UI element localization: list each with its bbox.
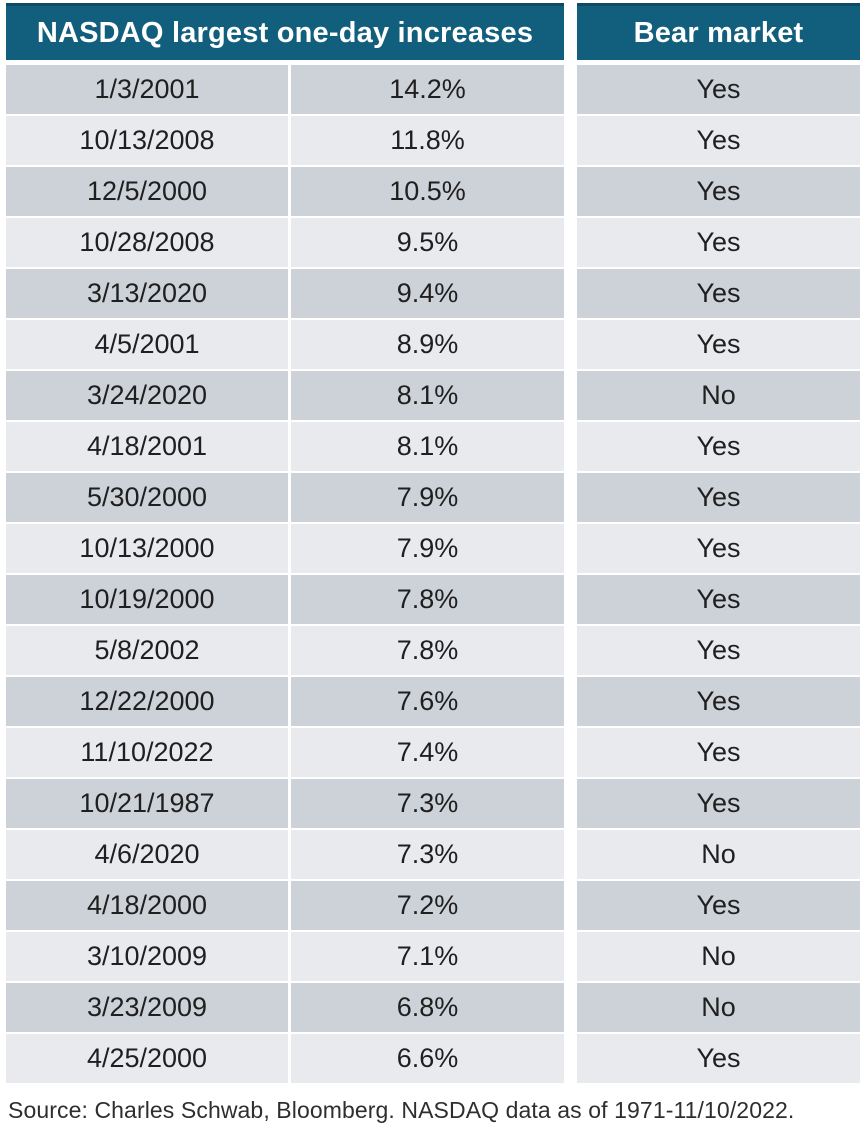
date-cell: 3/24/2020 [6,371,288,420]
bear-market-cell: Yes [577,116,860,165]
bear-market-cell: No [577,830,860,879]
date-cell: 5/30/2000 [6,473,288,522]
date-cell: 10/13/2008 [6,116,288,165]
table-row [6,218,860,267]
table-row [6,932,860,981]
increase-cell: 8.1% [291,371,564,420]
date-cell: 5/8/2002 [6,626,288,675]
bear-market-cell: Yes [577,473,860,522]
date-cell: 3/23/2009 [6,983,288,1032]
table-row [6,779,860,828]
bear-market-cell: Yes [577,65,860,114]
increase-cell: 11.8% [291,116,564,165]
increase-cell: 9.5% [291,218,564,267]
table-row [6,626,860,675]
bear-market-cell: Yes [577,677,860,726]
date-cell: 10/21/1987 [6,779,288,828]
table-row [6,524,860,573]
increase-cell: 8.9% [291,320,564,369]
increase-cell: 7.8% [291,575,564,624]
table-row [6,422,860,471]
table-row [6,575,860,624]
table-row [6,1034,860,1083]
increase-cell: 7.2% [291,881,564,930]
table-row [6,830,860,879]
date-cell: 4/18/2001 [6,422,288,471]
increase-cell: 6.8% [291,983,564,1032]
bear-market-cell: Yes [577,422,860,471]
increase-cell: 7.6% [291,677,564,726]
table-row [6,677,860,726]
increase-cell: 9.4% [291,269,564,318]
increase-cell: 7.8% [291,626,564,675]
increase-cell: 7.4% [291,728,564,777]
bear-market-cell: Yes [577,167,860,216]
table-row [6,65,860,114]
date-cell: 12/5/2000 [6,167,288,216]
date-cell: 1/3/2001 [6,65,288,114]
source-note: Source: Charles Schwab, Bloomberg. NASDAQ data as of 1971-11/10/2022. [8,1097,795,1123]
table-row [6,881,860,930]
bear-market-cell: Yes [577,881,860,930]
date-cell: 10/19/2000 [6,575,288,624]
bear-market-cell: No [577,932,860,981]
table-row [6,116,860,165]
table-title-header: NASDAQ largest one-day increases [6,3,564,60]
table-row [6,473,860,522]
increase-cell: 6.6% [291,1034,564,1083]
date-cell: 10/28/2008 [6,218,288,267]
bear-market-cell: Yes [577,779,860,828]
table-body [6,65,860,1083]
bear-market-cell: No [577,371,860,420]
date-cell: 4/5/2001 [6,320,288,369]
table-row [6,983,860,1032]
table-row [6,269,860,318]
bear-market-cell: Yes [577,320,860,369]
table-row [6,728,860,777]
bear-market-cell: Yes [577,524,860,573]
increase-cell: 7.9% [291,524,564,573]
date-cell: 4/25/2000 [6,1034,288,1083]
bear-market-cell: Yes [577,626,860,675]
date-cell: 11/10/2022 [6,728,288,777]
increase-cell: 10.5% [291,167,564,216]
bear-market-cell: Yes [577,1034,860,1083]
table-header-row [6,3,860,60]
date-cell: 4/6/2020 [6,830,288,879]
table-row [6,320,860,369]
date-cell: 4/18/2000 [6,881,288,930]
table-row [6,371,860,420]
date-cell: 12/22/2000 [6,677,288,726]
table-row [6,167,860,216]
bear-market-cell: Yes [577,269,860,318]
increase-cell: 14.2% [291,65,564,114]
increase-cell: 8.1% [291,422,564,471]
bear-market-cell: Yes [577,575,860,624]
bear-market-cell: Yes [577,728,860,777]
increase-cell: 7.3% [291,779,564,828]
increase-cell: 7.1% [291,932,564,981]
date-cell: 10/13/2000 [6,524,288,573]
bear-market-cell: No [577,983,860,1032]
date-cell: 3/13/2020 [6,269,288,318]
date-cell: 3/10/2009 [6,932,288,981]
increase-cell: 7.3% [291,830,564,879]
increase-cell: 7.9% [291,473,564,522]
bear-market-column-header: Bear market [577,3,860,60]
bear-market-cell: Yes [577,218,860,267]
